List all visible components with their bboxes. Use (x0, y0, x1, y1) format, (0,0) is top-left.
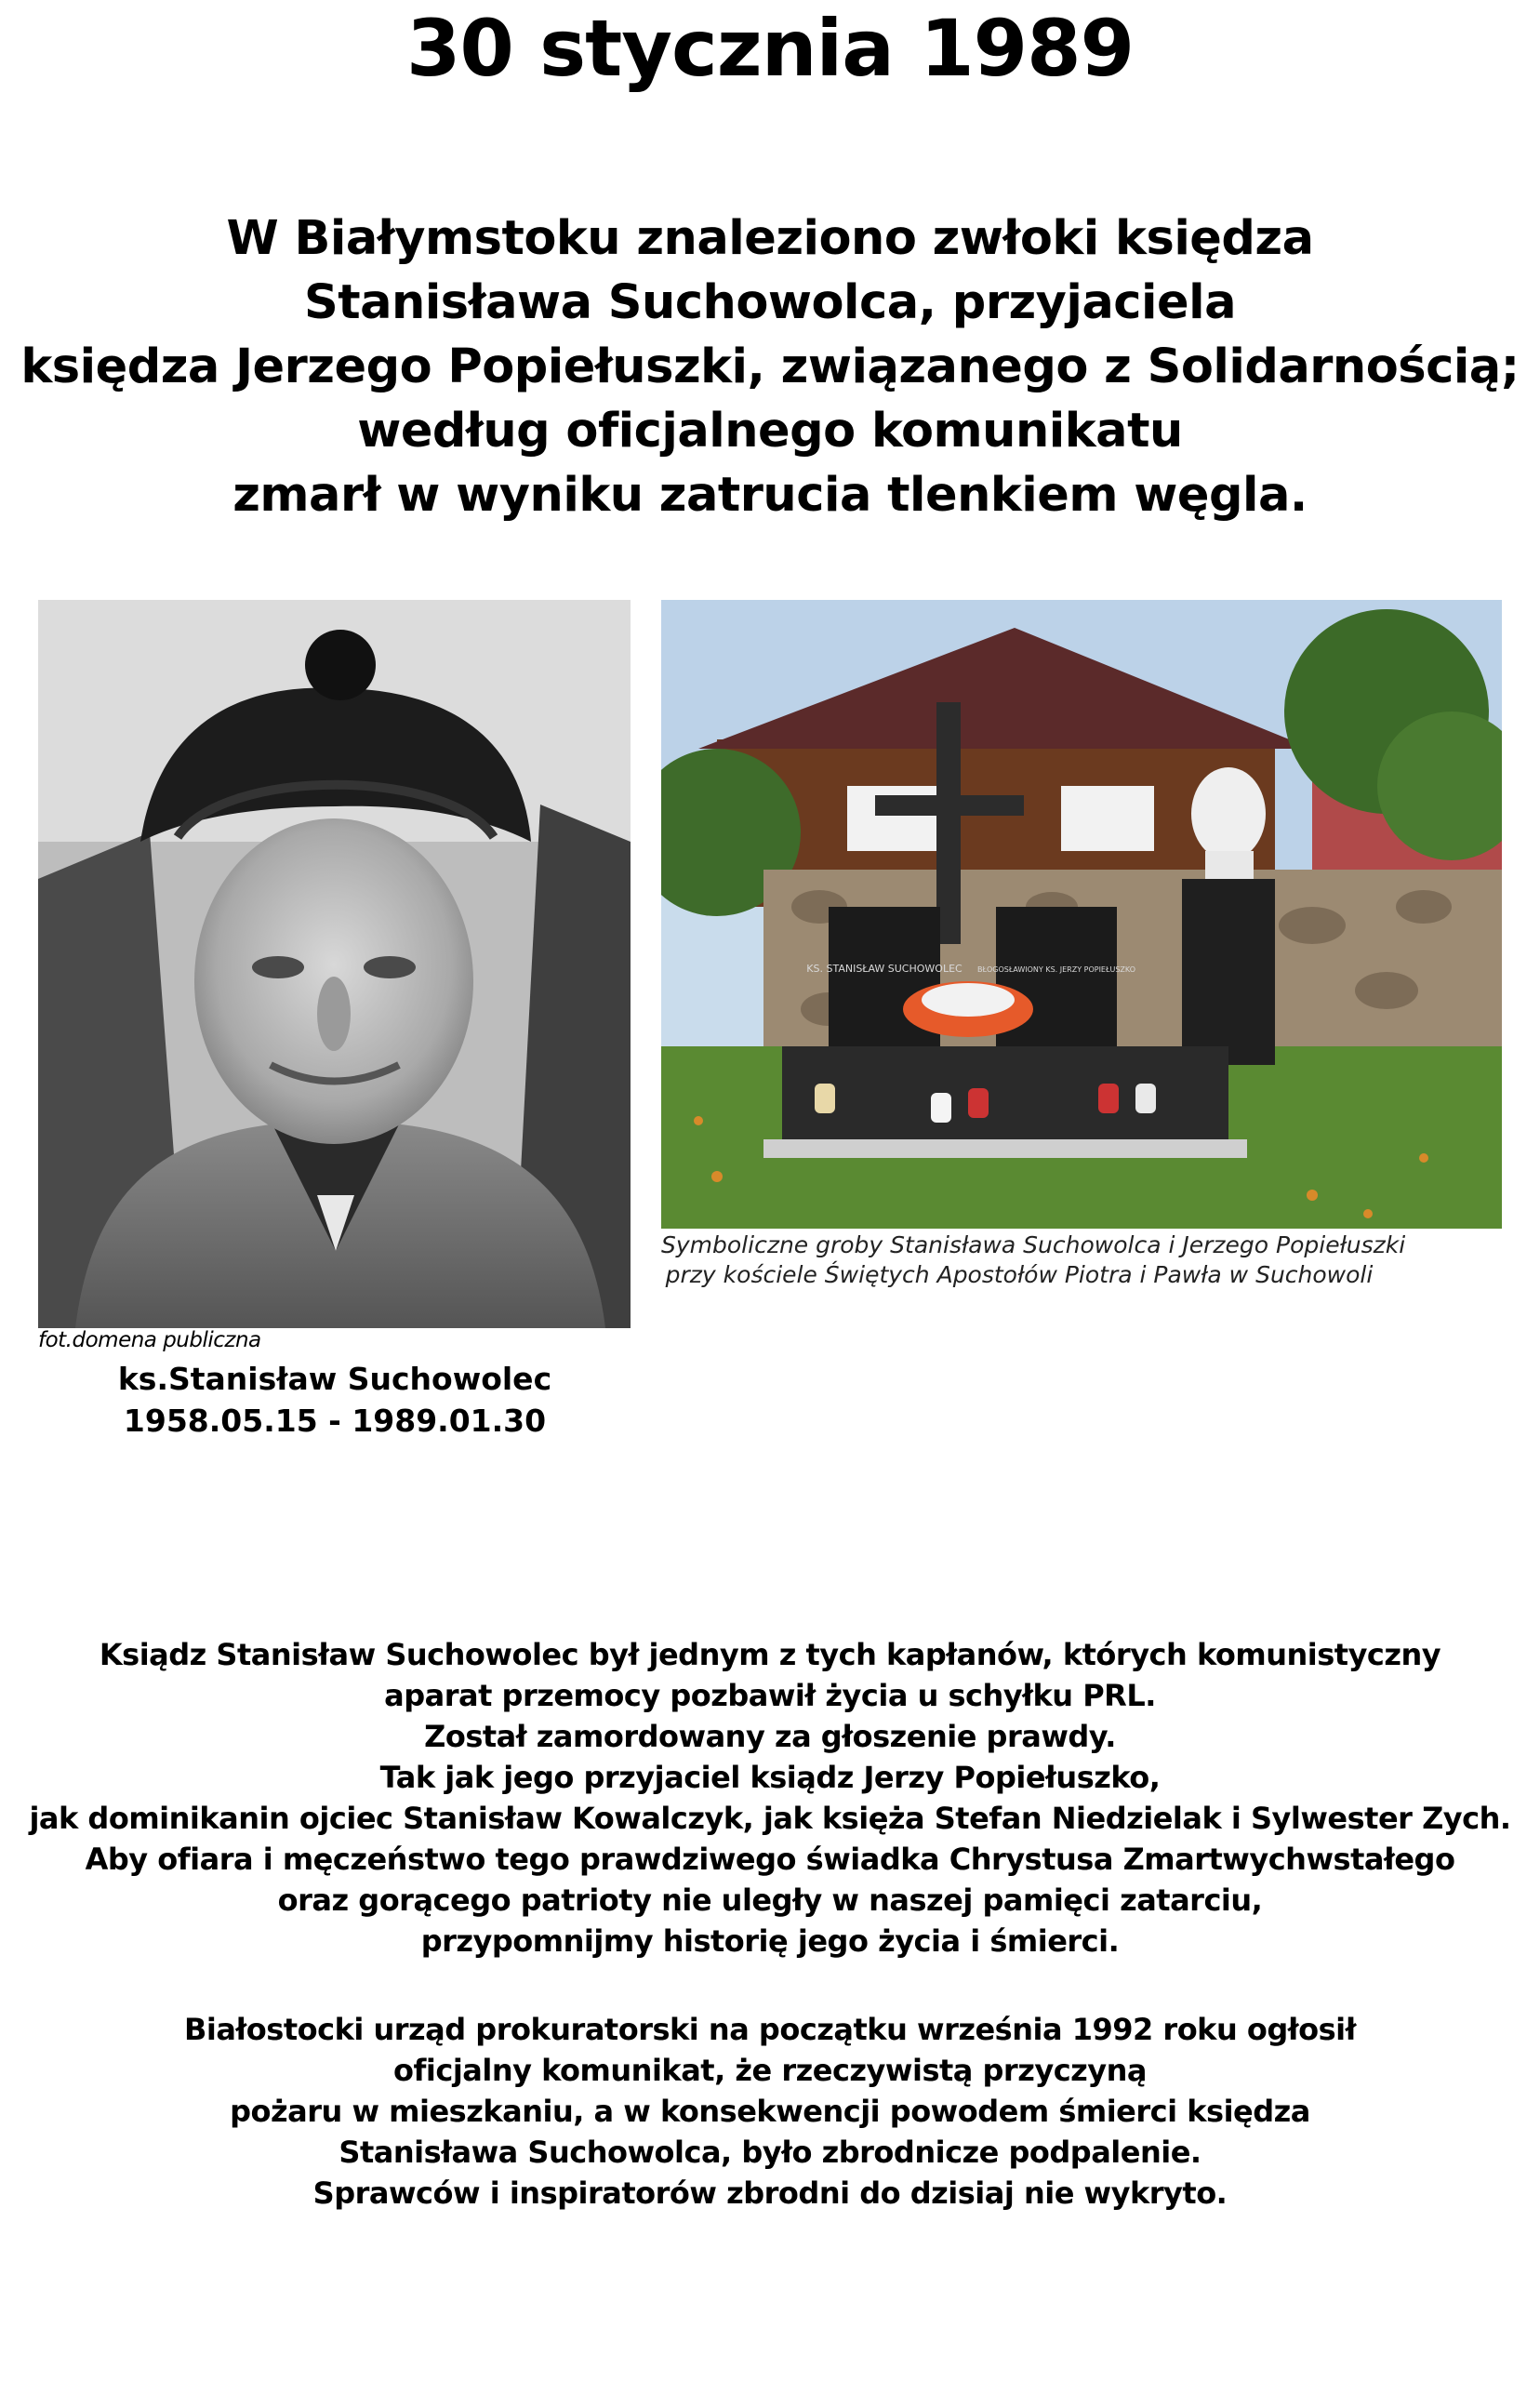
body-paragraph-2 (0, 2009, 1540, 2214)
body-line: Białostocki urząd prokuratorski na początku września 1992 roku ogłosił (183, 2012, 1357, 2047)
body-paragraph-1 (0, 1634, 1540, 1962)
caption-line: Symboliczne groby Stanisława Suchowolca i Jerzego Popiełuszki (661, 1231, 1406, 1258)
body-line: Został zamordowany za głoszenie prawdy. (424, 1719, 1116, 1754)
body-line: Ksiądz Stanisław Suchowolec był jednym z tych kapłanów, których komunistyczny (99, 1637, 1441, 1672)
caption-line: przy kościele Świętych Apostołów Piotra i Pawła w Suchowoli (665, 1261, 1374, 1288)
page-title: 30 stycznia 1989 (405, 3, 1135, 94)
body-line: przypomnijmy historię jego życia i śmierci. (420, 1923, 1120, 1959)
body-line: aparat przemocy pozbawił życia u schyłku PRL. (384, 1678, 1156, 1713)
lead-text (0, 206, 1540, 527)
body-line: Stanisława Suchowolca, było zbrodnicze podpalenie. (339, 2135, 1201, 2170)
photo-caption (661, 1230, 1406, 1290)
lead-line: według oficjalnego komunikatu (357, 404, 1183, 459)
body-line: jak dominikanin ojciec Stanisław Kowalczyk, jak księża Stefan Niedzielak i Sylwester Zych. (29, 1801, 1511, 1836)
lead-line: Stanisława Suchowolca, przyjaciela (303, 275, 1236, 330)
body-line: pożaru w mieszkaniu, a w konsekwencji powodem śmierci księdza (230, 2094, 1310, 2129)
lead-line: W Białymstoku znaleziono zwłoki księdza (226, 211, 1314, 266)
body-line: oraz gorącego patrioty nie uległy w naszej pamięci zatarciu, (277, 1882, 1263, 1918)
person-name: ks.Stanisław Suchowolec (117, 1361, 552, 1397)
photo-credit: fot.domena publiczna (38, 1328, 261, 1352)
body-line: Sprawców i inspiratorów zbrodni do dzisiaj nie wykryto. (312, 2175, 1228, 2211)
portrait-photo (38, 600, 631, 1328)
left-plaque-text: KS. STANISŁAW SUCHOWOLEC (806, 963, 962, 975)
lead-line: księdza Jerzego Popiełuszki, związanego z Solidarnością; (20, 339, 1520, 394)
lead-line: zmarł w wyniku zatrucia tlenkiem węgla. (232, 468, 1308, 523)
person-name-block (74, 1358, 595, 1442)
body-line: oficjalny komunikat, że rzeczywistą przyczyną (392, 2053, 1148, 2088)
person-dates: 1958.05.15 - 1989.01.30 (123, 1403, 547, 1439)
body-line: Aby ofiara i męczeństwo tego prawdziwego świadka Chrystusa Zmartwychwstałego (85, 1842, 1455, 1877)
grave-photo (661, 600, 1502, 1229)
right-plaque-text: BŁOGOSŁAWIONY KS. JERZY POPIEŁUSZKO (976, 965, 1136, 974)
body-line: Tak jak jego przyjaciel ksiądz Jerzy Popiełuszko, (379, 1760, 1161, 1795)
